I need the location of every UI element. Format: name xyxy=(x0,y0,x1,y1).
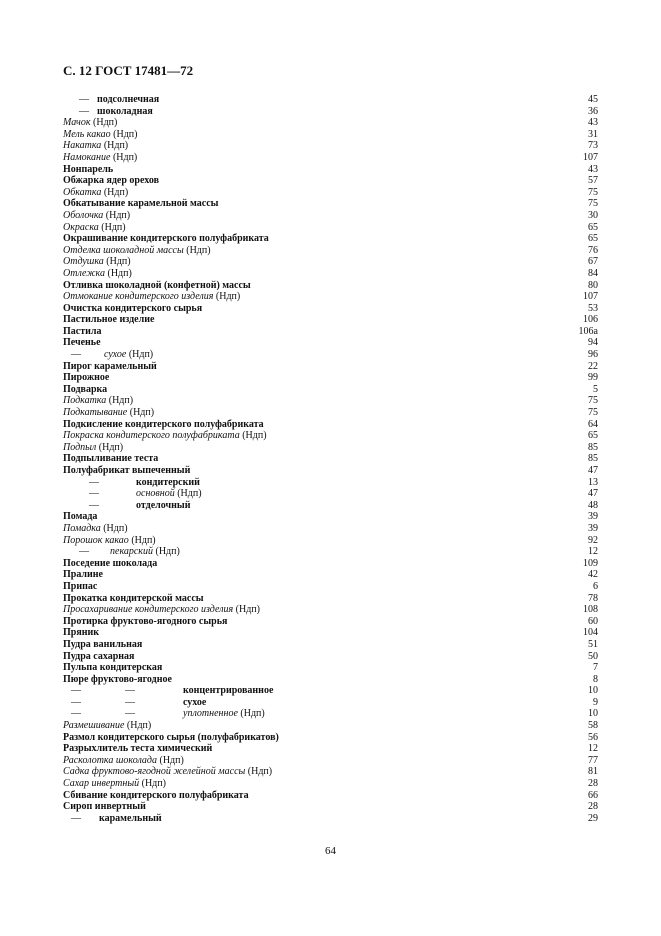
entry-term-text: подсолнечная xyxy=(97,94,160,105)
entry-number: 108 xyxy=(583,604,598,616)
entry-marker: (Ндп) xyxy=(239,430,267,442)
index-entry xyxy=(63,488,598,500)
entry-term-text: Помадка xyxy=(63,522,101,534)
entry-term xyxy=(63,303,202,315)
index-entry xyxy=(63,616,598,628)
entry-number: 84 xyxy=(588,267,598,279)
entry-number: 48 xyxy=(588,499,598,511)
entry-marker: (Ндп) xyxy=(104,267,132,279)
entry-number: 22 xyxy=(588,360,598,372)
index-entry xyxy=(63,349,598,361)
entry-number: 67 xyxy=(588,256,598,268)
entry-marker: (Ндп) xyxy=(124,720,152,732)
entry-term xyxy=(63,651,134,663)
entry-number: 66 xyxy=(588,789,598,801)
entry-number: 45 xyxy=(588,94,598,105)
entry-number: 12 xyxy=(588,743,598,755)
entry-number: 12 xyxy=(588,546,598,558)
entry-number: 50 xyxy=(588,650,598,662)
entry-number: 78 xyxy=(588,592,598,604)
index-entry xyxy=(63,303,598,315)
index-entry xyxy=(63,395,598,407)
entry-number: 64 xyxy=(588,418,598,430)
entry-term-text: Оболочка xyxy=(63,209,104,221)
index-entry xyxy=(63,743,598,755)
entry-term-text: Мачок xyxy=(63,117,91,129)
index-entry xyxy=(63,419,598,431)
entry-term-text: пекарский xyxy=(110,546,153,558)
entry-dash: — xyxy=(71,696,81,708)
entry-term xyxy=(63,337,101,349)
index-entry xyxy=(63,268,598,280)
entry-term xyxy=(63,627,99,639)
term-index xyxy=(63,94,598,824)
entry-term-text: Протирка фруктово-ягодного сырья xyxy=(63,615,228,627)
entry-number: 60 xyxy=(588,615,598,627)
entry-term-text: Разрыхлитель теста химический xyxy=(63,743,213,755)
entry-dash: — xyxy=(71,685,81,697)
entry-number: 47 xyxy=(588,488,598,500)
index-entry xyxy=(63,222,598,234)
entry-term-text: Помада xyxy=(63,511,98,523)
entry-marker: (Ндп) xyxy=(101,140,129,152)
entry-dash: — xyxy=(125,685,135,697)
entry-term xyxy=(63,187,128,199)
index-entry xyxy=(63,280,598,292)
index-entry xyxy=(63,430,598,442)
entry-number: 56 xyxy=(588,731,598,743)
entry-term-text: Пастильное изделие xyxy=(63,314,155,326)
entry-term xyxy=(63,790,249,802)
entry-number: 10 xyxy=(588,685,598,697)
entry-marker: (Ндп) xyxy=(101,186,129,198)
entry-term-text: Сбивание кондитерского полуфабриката xyxy=(63,789,249,801)
entry-term xyxy=(110,546,180,558)
entry-term-text: шоколадная xyxy=(97,105,153,117)
entry-term xyxy=(63,256,131,268)
entry-term-text: Подпыливание теста xyxy=(63,453,159,465)
entry-term-text: Пудра ванильная xyxy=(63,638,143,650)
entry-number: 42 xyxy=(588,569,598,581)
entry-term-text: Сахар инвертный xyxy=(63,778,140,790)
entry-dash: — xyxy=(71,349,81,361)
entry-term-text: Пряник xyxy=(63,627,100,639)
entry-term xyxy=(63,233,269,245)
index-entry xyxy=(63,152,598,164)
entry-term xyxy=(63,407,154,419)
entry-term xyxy=(63,674,172,686)
index-entry xyxy=(63,569,598,581)
entry-marker: (Ндп) xyxy=(139,778,166,790)
index-entry xyxy=(63,245,598,257)
index-entry xyxy=(63,465,598,477)
entry-term xyxy=(63,268,132,280)
entry-term xyxy=(63,511,97,523)
entry-marker: (Ндп) xyxy=(100,522,128,534)
entry-dash: — xyxy=(89,488,99,500)
entry-number: 75 xyxy=(588,395,598,407)
index-entry xyxy=(63,233,598,245)
entry-term-text: Обжарка ядер орехов xyxy=(63,175,159,187)
index-entry xyxy=(63,337,598,349)
entry-term-text: Окраска xyxy=(63,221,99,233)
entry-term-text: уплотненное xyxy=(183,708,238,720)
entry-term-text: Очистка кондитерского сырья xyxy=(63,302,203,314)
entry-number: 92 xyxy=(588,534,598,546)
entry-number: 57 xyxy=(588,175,598,187)
entry-marker: (Ндп) xyxy=(183,244,211,256)
entry-term-text: отделочный xyxy=(136,499,191,511)
entry-term xyxy=(63,755,184,767)
entry-dash: — xyxy=(79,94,89,105)
entry-term-text: Расколотка шоколада xyxy=(63,754,157,766)
entry-term-text: Обкатка xyxy=(63,186,102,198)
entry-term-text: сухое xyxy=(183,696,207,708)
entry-term-text: Отливка шоколадной (конфетной) массы xyxy=(63,279,251,291)
index-entry xyxy=(63,674,598,686)
entry-term-text: карамельный xyxy=(99,812,162,824)
entry-number: 36 xyxy=(588,105,598,117)
entry-term-text: сухое xyxy=(104,349,127,361)
entry-number: 8 xyxy=(593,673,598,685)
entry-term-text: концентрированное xyxy=(183,685,274,697)
index-entry xyxy=(63,604,598,616)
index-entry xyxy=(63,790,598,802)
entry-term xyxy=(63,419,264,431)
entry-term xyxy=(63,465,190,477)
entry-dash: — xyxy=(71,812,81,824)
entry-number: 13 xyxy=(588,476,598,488)
entry-number: 96 xyxy=(588,349,598,361)
index-entry xyxy=(63,106,598,118)
entry-term xyxy=(63,175,159,187)
index-entry xyxy=(63,326,598,338)
entry-marker: (Ндп) xyxy=(110,128,138,140)
entry-term xyxy=(63,766,272,778)
entry-term-text: Отделка шоколадной массы xyxy=(63,244,184,256)
entry-number: 80 xyxy=(588,279,598,291)
entry-term-text: Сироп инвертный xyxy=(63,801,146,813)
entry-marker: (Ндп) xyxy=(156,754,184,766)
index-entry xyxy=(63,708,598,720)
entry-term-text: Обкатывание карамельной массы xyxy=(63,198,219,210)
entry-term xyxy=(63,581,97,593)
entry-term xyxy=(63,280,251,292)
entry-number: 43 xyxy=(588,117,598,129)
entry-term-text: Размол кондитерского сырья (полуфабрикатов) xyxy=(63,731,279,743)
entry-term xyxy=(63,384,107,396)
entry-number: 7 xyxy=(593,662,598,674)
entry-number: 109 xyxy=(583,557,598,569)
entry-term xyxy=(63,535,156,547)
entry-number: 47 xyxy=(588,465,598,476)
index-entry xyxy=(63,627,598,639)
entry-term xyxy=(63,778,166,790)
entry-term xyxy=(63,639,142,651)
entry-term xyxy=(104,349,153,361)
entry-term xyxy=(63,453,158,465)
entry-term xyxy=(63,140,128,152)
entry-term xyxy=(63,430,267,442)
index-entry xyxy=(63,140,598,152)
index-entry xyxy=(63,117,598,129)
entry-dash: — xyxy=(89,476,99,488)
entry-marker: (Ндп) xyxy=(127,407,155,419)
entry-term xyxy=(63,662,162,674)
entry-number: 51 xyxy=(588,638,598,650)
entry-marker: (Ндп) xyxy=(245,766,273,778)
entry-term xyxy=(63,442,123,454)
entry-number: 39 xyxy=(588,511,598,523)
index-entry xyxy=(63,535,598,547)
entry-term xyxy=(63,743,212,755)
entry-term xyxy=(99,813,162,825)
index-entry xyxy=(63,558,598,570)
entry-term xyxy=(63,291,240,303)
entry-marker: (Ндп) xyxy=(174,488,202,500)
entry-number: 85 xyxy=(588,441,598,453)
entry-number: 75 xyxy=(588,407,598,419)
entry-number: 5 xyxy=(593,383,598,395)
entry-term xyxy=(63,117,117,129)
entry-term xyxy=(183,685,273,697)
entry-term xyxy=(63,372,109,384)
entry-term-text: Полуфабрикат выпеченный xyxy=(63,465,191,476)
entry-term xyxy=(63,129,137,141)
entry-dash: — xyxy=(79,546,89,558)
entry-term-text: Отдушка xyxy=(63,256,104,268)
entry-term xyxy=(63,801,146,813)
entry-term-text: Покраска кондитерского полуфабриката xyxy=(63,430,240,442)
index-entry xyxy=(63,500,598,512)
index-entry xyxy=(63,453,598,465)
entry-dash: — xyxy=(125,708,135,720)
entry-term-text: Мель какао xyxy=(63,128,111,140)
entry-number: 28 xyxy=(588,801,598,813)
index-entry xyxy=(63,697,598,709)
entry-term-text: Отмокание кондитерского изделия xyxy=(63,291,214,303)
entry-number: 99 xyxy=(588,372,598,384)
entry-term-text: Припас xyxy=(63,580,98,592)
entry-marker: (Ндп) xyxy=(96,441,124,453)
entry-number: 30 xyxy=(588,209,598,221)
index-entry xyxy=(63,210,598,222)
entry-number: 65 xyxy=(588,221,598,233)
entry-number: 75 xyxy=(588,186,598,198)
entry-term-text: Просахаривание кондитерского изделия xyxy=(63,604,234,616)
entry-dash: — xyxy=(79,105,89,117)
entry-term xyxy=(63,198,218,210)
entry-term xyxy=(63,395,133,407)
entry-number: 106а xyxy=(578,325,598,337)
entry-marker: (Ндп) xyxy=(90,117,118,129)
page-number: 64 xyxy=(325,845,336,857)
entry-number: 9 xyxy=(593,696,598,708)
entry-number: 53 xyxy=(588,302,598,314)
entry-term xyxy=(63,210,130,222)
entry-term xyxy=(63,222,126,234)
entry-term xyxy=(63,616,227,628)
entry-number: 94 xyxy=(588,337,598,349)
entry-term-text: кондитерский xyxy=(136,476,200,488)
index-entry xyxy=(63,129,598,141)
entry-term xyxy=(63,245,211,257)
entry-number: 6 xyxy=(593,580,598,592)
entry-term xyxy=(63,569,103,581)
entry-term xyxy=(136,488,202,500)
entry-number: 65 xyxy=(588,233,598,245)
entry-marker: (Ндп) xyxy=(126,349,154,361)
index-entry xyxy=(63,593,598,605)
entry-term-text: основной xyxy=(136,488,175,500)
entry-number: 104 xyxy=(583,627,598,639)
entry-marker: (Ндп) xyxy=(98,221,126,233)
index-entry xyxy=(63,477,598,489)
entry-term-text: Отлежка xyxy=(63,267,105,279)
index-entry xyxy=(63,651,598,663)
entry-number: 77 xyxy=(588,754,598,766)
entry-number: 81 xyxy=(588,766,598,778)
entry-marker: (Ндп) xyxy=(110,151,138,163)
entry-marker: (Ндп) xyxy=(233,604,260,616)
entry-marker: (Ндп) xyxy=(237,708,265,720)
entry-term xyxy=(63,593,204,605)
index-entry xyxy=(63,175,598,187)
entry-term xyxy=(63,523,128,535)
index-entry xyxy=(63,546,598,558)
entry-term-text: Подпыл xyxy=(63,441,97,453)
entry-term xyxy=(63,314,154,326)
entry-term xyxy=(63,361,157,373)
index-entry xyxy=(63,720,598,732)
entry-number: 29 xyxy=(588,812,598,824)
entry-number: 107 xyxy=(583,291,598,303)
entry-number: 10 xyxy=(588,708,598,720)
index-entry xyxy=(63,256,598,268)
entry-term-text: Намокание xyxy=(63,151,111,163)
index-entry xyxy=(63,372,598,384)
index-entry xyxy=(63,755,598,767)
entry-number: 106 xyxy=(583,314,598,326)
entry-marker: (Ндп) xyxy=(152,546,180,558)
index-entry xyxy=(63,187,598,199)
index-entry xyxy=(63,164,598,176)
entry-term-text: Накатка xyxy=(63,140,102,152)
index-entry xyxy=(63,581,598,593)
index-entry xyxy=(63,314,598,326)
entry-term-text: Подкисление кондитерского полуфабриката xyxy=(63,418,264,430)
entry-term-text: Печенье xyxy=(63,337,101,349)
index-entry xyxy=(63,662,598,674)
entry-term-text: Прокатка кондитерской массы xyxy=(63,592,204,604)
index-entry xyxy=(63,766,598,778)
index-entry xyxy=(63,801,598,813)
entry-number: 39 xyxy=(588,522,598,534)
entry-term xyxy=(63,732,279,744)
entry-marker: (Ндп) xyxy=(128,534,156,546)
entry-number: 28 xyxy=(588,778,598,790)
entry-term xyxy=(136,500,190,512)
entry-term xyxy=(97,94,159,106)
index-entry xyxy=(63,639,598,651)
entry-term xyxy=(63,604,260,616)
entry-term-text: Садка фруктово-ягодной желейной массы xyxy=(63,766,246,778)
entry-term-text: Нонпарель xyxy=(63,163,114,175)
entry-term xyxy=(63,326,102,338)
entry-dash: — xyxy=(125,696,135,708)
entry-number: 107 xyxy=(583,151,598,163)
entry-number: 65 xyxy=(588,430,598,442)
index-entry xyxy=(63,407,598,419)
entry-term-text: Подварка xyxy=(63,383,108,395)
index-entry xyxy=(63,813,598,825)
entry-term-text: Пульпа кондитерская xyxy=(63,662,163,674)
entry-term-text: Пирог карамельный xyxy=(63,360,157,372)
entry-term-text: Пралине xyxy=(63,569,103,581)
index-entry xyxy=(63,198,598,210)
index-entry xyxy=(63,291,598,303)
entry-term-text: Пастила xyxy=(63,325,102,337)
entry-term xyxy=(63,164,113,176)
entry-dash: — xyxy=(89,499,99,511)
entry-term-text: Размешивание xyxy=(63,720,125,732)
entry-term xyxy=(63,152,137,164)
index-entry xyxy=(63,732,598,744)
entry-number: 85 xyxy=(588,453,598,465)
page-header: С. 12 ГОСТ 17481—72 xyxy=(63,63,194,78)
entry-number: 76 xyxy=(588,244,598,256)
entry-number: 31 xyxy=(588,128,598,140)
index-entry xyxy=(63,685,598,697)
entry-number: 73 xyxy=(588,140,598,152)
entry-term xyxy=(136,477,200,489)
entry-term xyxy=(183,697,206,709)
entry-term xyxy=(183,708,265,720)
index-entry xyxy=(63,511,598,523)
entry-term-text: Подкатывание xyxy=(63,407,128,419)
entry-number: 43 xyxy=(588,163,598,175)
entry-marker: (Ндп) xyxy=(103,256,131,268)
entry-term-text: Пудра сахарная xyxy=(63,650,135,662)
entry-dash: — xyxy=(71,708,81,720)
entry-term xyxy=(63,558,157,570)
index-entry xyxy=(63,94,598,106)
entry-marker: (Ндп) xyxy=(103,209,131,221)
entry-term xyxy=(97,106,153,118)
entry-number: 58 xyxy=(588,720,598,732)
index-entry xyxy=(63,778,598,790)
entry-term-text: Пирожное xyxy=(63,372,110,384)
index-entry xyxy=(63,442,598,454)
entry-marker: (Ндп) xyxy=(213,291,241,303)
index-entry xyxy=(63,523,598,535)
index-entry xyxy=(63,384,598,396)
entry-number: 75 xyxy=(588,198,598,210)
entry-term-text: Подкатка xyxy=(63,395,107,407)
index-entry xyxy=(63,361,598,373)
entry-term-text: Поседение шоколада xyxy=(63,557,158,569)
entry-term xyxy=(63,720,151,732)
entry-term-text: Порошок какао xyxy=(63,534,129,546)
entry-marker: (Ндп) xyxy=(106,395,134,407)
entry-term-text: Окрашивание кондитерского полуфабриката xyxy=(63,233,269,245)
entry-term-text: Пюре фруктово-ягодное xyxy=(63,673,172,685)
